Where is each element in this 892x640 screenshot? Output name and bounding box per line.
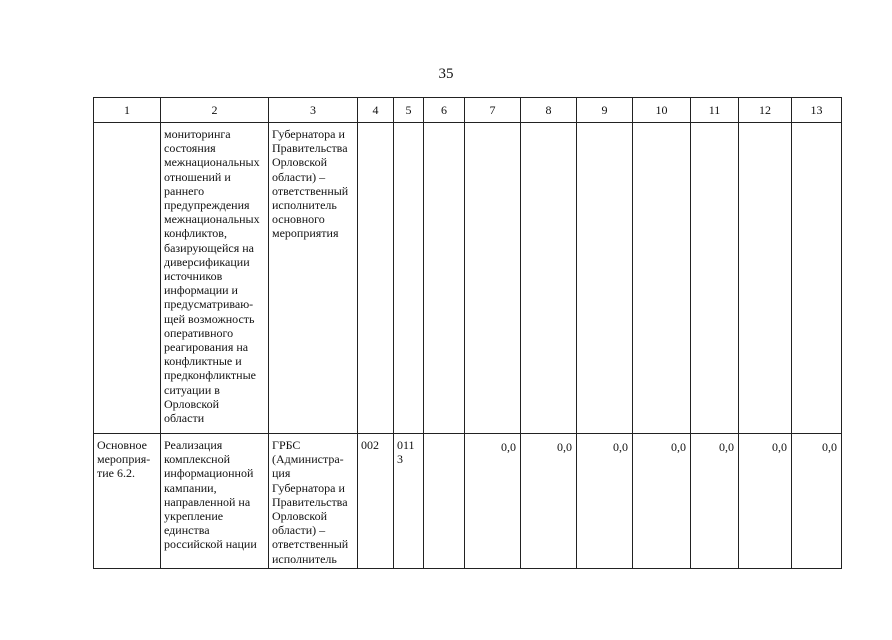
cell-line: базирующейся на [164, 240, 254, 255]
cell-line: конфликтные и [164, 354, 242, 369]
cell-line: реагирования на [164, 340, 249, 355]
table-cell [358, 123, 394, 434]
table-cell [424, 123, 465, 434]
header-cell: 8 [521, 98, 577, 123]
header-cell: 10 [633, 98, 691, 123]
cell-text: 002 [361, 438, 379, 452]
cell-line: Губернатора и [272, 127, 345, 141]
cell-line: российской нации [164, 537, 257, 552]
cell-text [424, 123, 464, 129]
cell-value [792, 123, 841, 129]
cell-line: 011 [397, 438, 415, 452]
cell-value: 0,0 [772, 440, 787, 454]
cell-line: Орловской [272, 509, 328, 524]
cell-value [521, 123, 576, 129]
header-cell: 4 [358, 98, 394, 123]
cell-line: мониторинга [164, 127, 231, 141]
cell-line: ответственный [272, 537, 349, 552]
cell-line: направленной на [164, 494, 251, 509]
budget-table [93, 97, 842, 569]
cell-line: Орловской [164, 396, 220, 411]
cell-text [161, 123, 268, 427]
table-cell [394, 123, 424, 434]
cell-line: мероприятия [272, 226, 339, 241]
cell-line: раннего [164, 183, 205, 198]
table-cell [792, 123, 842, 434]
cell-line: Орловской [272, 155, 328, 170]
table-cell [465, 123, 521, 434]
cell-line: ответственный [272, 183, 349, 198]
table-cell [691, 123, 739, 434]
table-cell [424, 434, 465, 569]
table-cell [269, 434, 358, 569]
cell-line: конфликтов, [164, 226, 227, 241]
header-cell: 7 [465, 98, 521, 123]
table-cell [521, 434, 577, 569]
cell-line: комплексной [164, 452, 231, 467]
header-cell: 3 [269, 98, 358, 123]
table-cell [577, 123, 633, 434]
cell-line: тие 6.2. [97, 466, 135, 481]
table-cell [358, 434, 394, 569]
cell-text [269, 434, 357, 568]
header-cell: 12 [739, 98, 792, 123]
cell-line: информационной [164, 466, 254, 481]
cell-line: Правительства [272, 141, 348, 156]
cell-line: ситуации в [164, 382, 220, 397]
cell-line: исполнитель [272, 198, 337, 213]
cell-text [94, 123, 160, 129]
table-cell [739, 123, 792, 434]
cell-line: области) – [272, 169, 326, 184]
table-cell [633, 434, 691, 569]
table-cell [269, 123, 358, 434]
cell-line: Правительства [272, 494, 348, 509]
header-cell: 11 [691, 98, 739, 123]
cell-line: укрепление [164, 509, 224, 524]
cell-line: оперативного [164, 325, 234, 340]
cell-text [269, 123, 357, 243]
cell-line: ГРБС [272, 438, 301, 452]
cell-line: ция [272, 466, 291, 481]
cell-text [94, 434, 160, 483]
cell-line: 3 [397, 452, 403, 467]
table-cell [94, 434, 161, 569]
table-cell [161, 123, 269, 434]
cell-value: 0,0 [501, 440, 516, 454]
cell-line: предупреждения [164, 198, 250, 213]
cell-line: диверсификации [164, 254, 250, 269]
cell-line: отношений и [164, 169, 231, 184]
table-cell [633, 123, 691, 434]
table-cell [691, 434, 739, 569]
cell-value: 0,0 [613, 440, 628, 454]
table-cell [739, 434, 792, 569]
cell-line: предусматриваю- [164, 297, 254, 312]
cell-line: Реализация [164, 438, 223, 452]
cell-line: предконфликтные [164, 368, 256, 383]
header-cell: 1 [94, 98, 161, 123]
header-cell: 2 [161, 98, 269, 123]
cell-value: 0,0 [557, 440, 572, 454]
table-row [94, 123, 842, 434]
cell-value [633, 123, 690, 129]
cell-line: области [164, 411, 205, 426]
cell-value: 0,0 [719, 440, 734, 454]
cell-line: межнациональных [164, 212, 260, 227]
cell-text [394, 434, 423, 468]
header-cell: 9 [577, 98, 633, 123]
cell-line: исполнитель [272, 551, 337, 566]
cell-line: межнациональных [164, 155, 260, 170]
cell-text [424, 434, 464, 440]
cell-line: источников [164, 269, 223, 284]
cell-value: 0,0 [671, 440, 686, 454]
page-number: 35 [438, 66, 454, 82]
cell-text [394, 123, 423, 129]
header-cell: 5 [394, 98, 424, 123]
cell-line: основного [272, 212, 325, 227]
table-row [94, 434, 842, 569]
cell-value [739, 123, 791, 129]
cell-text [161, 434, 268, 554]
cell-value [691, 123, 738, 129]
cell-line: информации и [164, 283, 238, 298]
table-cell [465, 434, 521, 569]
cell-line: (Администра- [272, 452, 344, 467]
cell-line: Основное [97, 438, 147, 452]
cell-value [465, 123, 520, 129]
cell-line: кампании, [164, 480, 217, 495]
table-cell [577, 434, 633, 569]
table-cell [161, 434, 269, 569]
cell-line: состояния [164, 141, 216, 156]
table-cell [394, 434, 424, 569]
cell-text [358, 123, 393, 129]
cell-line: Губернатора и [272, 480, 345, 495]
table-header-row [94, 98, 842, 123]
cell-line: щей возможность [164, 311, 255, 326]
table-cell [521, 123, 577, 434]
cell-line: единства [164, 523, 210, 538]
cell-value [577, 123, 632, 129]
cell-value: 0,0 [822, 440, 837, 454]
table-cell [94, 123, 161, 434]
header-cell: 6 [424, 98, 465, 123]
cell-line: мероприя- [97, 452, 151, 467]
cell-line: области) – [272, 523, 326, 538]
header-cell: 13 [792, 98, 842, 123]
table-cell [792, 434, 842, 569]
